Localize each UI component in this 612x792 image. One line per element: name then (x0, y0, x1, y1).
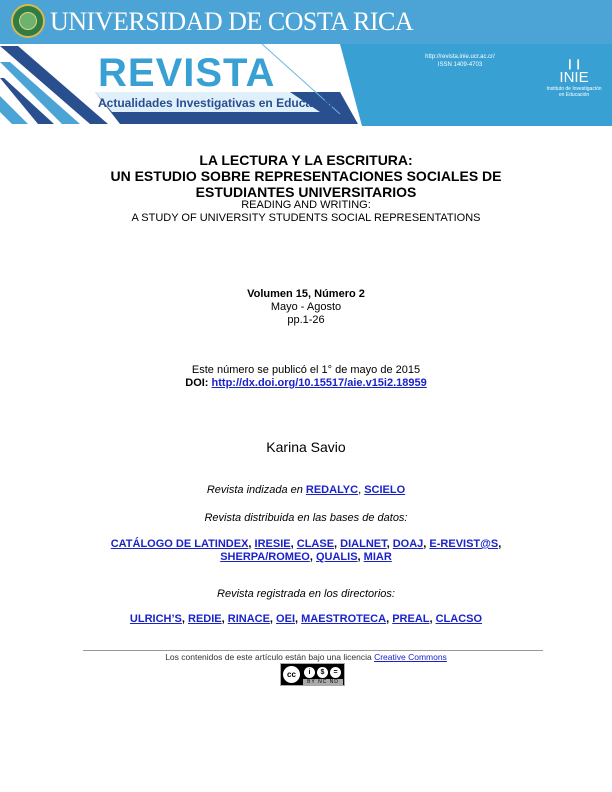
footer-divider (83, 650, 543, 651)
doi-label: DOI: (185, 377, 212, 389)
indexed-in: Revista indizada en REDALYC, SCIELO (206, 484, 406, 496)
db-link[interactable]: CLASE (296, 538, 335, 550)
db-link[interactable]: DIALNET (340, 538, 387, 550)
article-title: LA LECTURA Y LA ESCRITURA: UN ESTUDIO SOBRE REPRESENTACIONES SOCIALES DE ESTUDIANTES UNIVERSITARIOS (110, 152, 502, 200)
journal-subtitle: Actualidades Investigativas en Educación (98, 96, 337, 110)
book-icon: ❙❙ (565, 59, 583, 70)
university-seal-icon (11, 4, 45, 38)
period: Mayo - Agosto (270, 301, 342, 313)
article-title-english: READING AND WRITING: A STUDY OF UNIVERSITY STUDENTS SOCIAL REPRESENTATIONS (131, 199, 481, 224)
cc-icon: cc (283, 666, 300, 683)
university-name: UNIVERSIDAD DE COSTA RICA (50, 7, 414, 36)
dir-link[interactable]: REDIE (188, 613, 222, 625)
distributed-text: Revista distribuida en las bases de datos: (204, 512, 408, 524)
directory-links: ULRICH’S, REDIE, RINACE, OEI, MAESTROTECA, PREAL, CLACSO (129, 613, 483, 625)
journal-title: REVISTA (98, 51, 276, 95)
by-icon: i (304, 667, 315, 678)
dir-link[interactable]: ULRICH’S (129, 613, 182, 625)
license-text: Los contenidos de este artículo están bajo una licencia Creative Commons (165, 652, 447, 662)
index-link-redalyc[interactable]: REDALYC (305, 484, 359, 496)
dir-link[interactable]: PREAL (392, 613, 430, 625)
index-link-scielo[interactable]: SCIELO (364, 484, 406, 496)
cc-badge-label: BY NC ND (303, 679, 343, 685)
cc-license-badge[interactable] (280, 663, 345, 686)
publication-info (0, 364, 612, 390)
db-link[interactable]: DOAJ (392, 538, 424, 550)
pages: pp.1-26 (287, 314, 325, 326)
dir-link[interactable]: RINACE (227, 613, 270, 625)
db-link[interactable]: CATÁLOGO DE LATINDEX (110, 538, 249, 550)
inie-logo (545, 60, 603, 98)
db-link[interactable]: SHERPA/ROMEO (220, 551, 310, 563)
journal-issn: ISSN 1409-4703 (437, 62, 483, 68)
doi-link[interactable]: http://dx.doi.org/10.15517/aie.v15i2.18959 (211, 377, 427, 389)
dir-link[interactable]: MAESTROTECA (301, 613, 387, 625)
nd-icon: = (330, 667, 341, 678)
volume: Volumen 15, Número 2 (247, 288, 365, 300)
inie-subtitle: Instituto de Investigación en Educación (546, 86, 602, 98)
issue-info (0, 288, 612, 327)
journal-url-block (395, 53, 525, 69)
db-link[interactable]: E-REVIST@S (429, 538, 499, 550)
registered-text: Revista registrada en los directorios: (217, 588, 395, 600)
published-date: Este número se publicó el 1° de mayo de 2015 (191, 364, 421, 376)
university-bar (0, 0, 612, 44)
dir-link[interactable]: CLACSO (435, 613, 483, 625)
inie-name: INIE (559, 69, 589, 86)
db-link[interactable]: IRESIE (254, 538, 291, 550)
dir-link[interactable]: OEI (276, 613, 295, 625)
author: Karina Savio (266, 439, 346, 455)
creative-commons-link[interactable]: Creative Commons (374, 652, 447, 662)
journal-url[interactable]: http://revista.inie.ucr.ac.cr/ (425, 54, 495, 60)
database-links: CATÁLOGO DE LATINDEX, IRESIE, CLASE, DIALNET, DOAJ, E-REVIST@S, SHERPA/ROMEO, QUALIS, MIAR (110, 538, 502, 563)
db-link[interactable]: QUALIS (315, 551, 358, 563)
db-link[interactable]: MIAR (363, 551, 392, 563)
nc-icon: $ (317, 667, 328, 678)
